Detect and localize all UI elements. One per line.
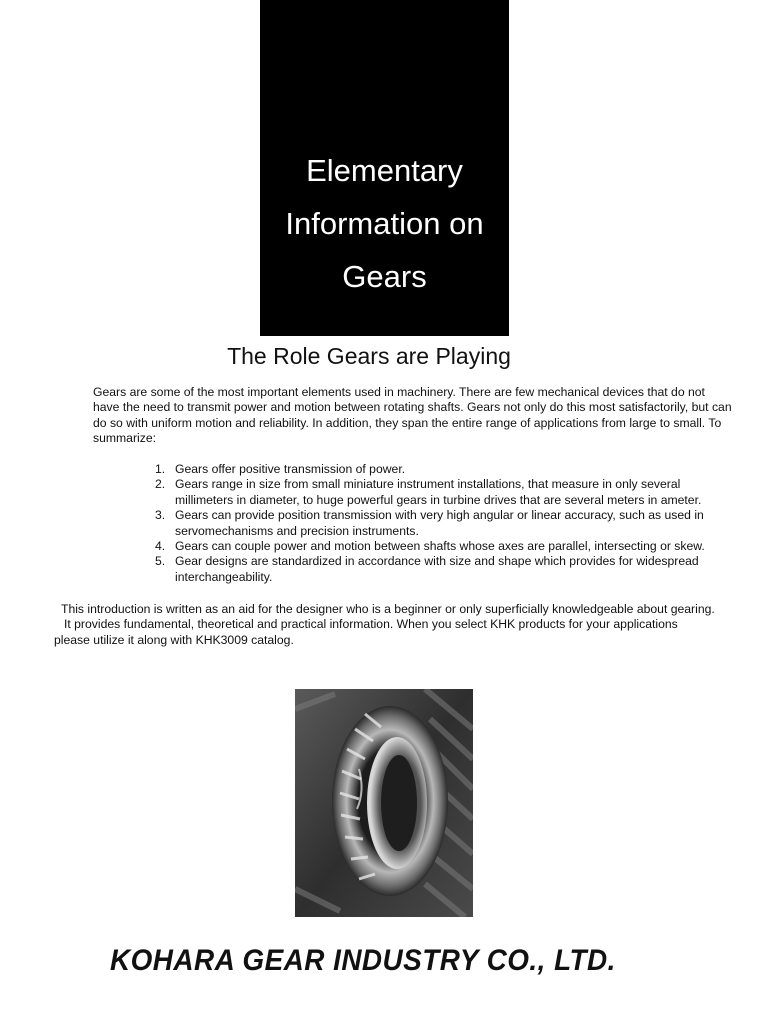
- list-item-text: Gear designs are standardized in accordance with size and shape which provides for widespread interchangeability.: [175, 554, 699, 584]
- section-heading: The Role Gears are Playing: [227, 343, 511, 369]
- intro-paragraph: Gears are some of the most important elements used in machinery. There are few mechanical devices that do not have the need to transmit power and motion between rotating shafts. Gears not only do this most satisfactorily, but can do so with uniform motion and reliability. In addition, they span the entire range of applications from large to small. To summarize:: [93, 385, 732, 446]
- closing-paragraph: [54, 602, 744, 648]
- list-item: [155, 462, 725, 477]
- list-item-number: 4.: [155, 539, 166, 554]
- list-item-number: 5.: [155, 554, 166, 569]
- list-item-text: Gears offer positive transmission of power.: [175, 462, 406, 476]
- list-item: [155, 554, 725, 585]
- list-item-text: Gears range in size from small miniature instrument installations, that measure in only several millimeters in diameter, to huge powerful gears in turbine drives that are several meters in ameter.: [175, 477, 702, 507]
- title-line-3: Gears: [342, 258, 427, 294]
- list-item: [155, 508, 725, 539]
- gear-photo: [295, 689, 473, 917]
- closing-line-1: This introduction is written as an aid for the designer who is a beginner or only superficially knowledgeable about gearing.: [61, 602, 715, 616]
- summary-list: [155, 462, 725, 585]
- document-title: [275, 144, 493, 303]
- bevel-gear-illustration: [295, 689, 473, 917]
- list-item: [155, 539, 725, 554]
- title-line-1: Elementary: [306, 152, 463, 188]
- list-item-number: 2.: [155, 477, 166, 492]
- title-block: [260, 0, 509, 336]
- list-item: [155, 477, 725, 508]
- list-item-text: Gears can provide position transmission with very high angular or linear accuracy, such as used in servomechanisms and precision instruments.: [175, 508, 704, 538]
- closing-line-2: It provides fundamental, theoretical and practical information. When you select KHK products for your applications: [64, 617, 678, 632]
- list-item-text: Gears can couple power and motion between shafts whose axes are parallel, intersecting or skew.: [175, 539, 705, 554]
- title-line-2: Information on: [285, 205, 484, 241]
- company-logo: KOHARA GEAR INDUSTRY CO., LTD.: [110, 944, 616, 977]
- closing-line-3: please utilize it along with KHK3009 catalog.: [54, 632, 294, 647]
- list-item-number: 3.: [155, 508, 166, 523]
- list-item-number: 1.: [155, 462, 166, 476]
